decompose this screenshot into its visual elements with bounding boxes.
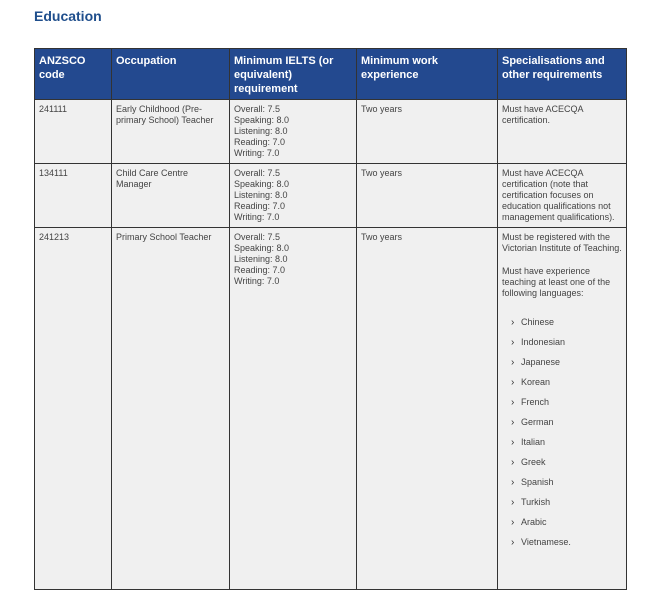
language-label: Korean — [521, 377, 551, 387]
list-item — [511, 417, 622, 437]
col-header-occupation: Occupation — [112, 49, 230, 100]
cell-experience: Two years — [357, 100, 498, 164]
chevron-right-icon: › — [511, 397, 515, 408]
language-label: Japanese — [521, 357, 561, 367]
list-item — [511, 317, 622, 337]
cell-ielts — [230, 100, 357, 164]
language-label: French — [521, 397, 550, 407]
cell-code: 241111 — [35, 100, 112, 164]
cell-occupation: Child Care Centre Manager — [112, 164, 230, 228]
cell-ielts — [230, 228, 357, 590]
language-label: Indonesian — [521, 337, 566, 347]
cell-code: 241213 — [35, 228, 112, 590]
ielts-writing: Writing: 7.0 — [234, 276, 280, 286]
ielts-writing: Writing: 7.0 — [234, 212, 280, 222]
col-header-specialisations: Specialisations and other requirements — [498, 49, 627, 100]
ielts-speaking: Speaking: 8.0 — [234, 179, 290, 189]
chevron-right-icon: › — [511, 517, 515, 528]
language-label: Chinese — [521, 317, 555, 327]
language-label: Arabic — [521, 517, 547, 527]
chevron-right-icon: › — [511, 317, 515, 328]
chevron-right-icon: › — [511, 457, 515, 468]
chevron-right-icon: › — [511, 537, 515, 548]
table-row — [35, 228, 627, 590]
chevron-right-icon: › — [511, 377, 515, 388]
chevron-right-icon: › — [511, 497, 515, 508]
language-label: Turkish — [521, 497, 551, 507]
ielts-listening: Listening: 8.0 — [234, 190, 288, 200]
list-item — [511, 537, 622, 557]
ielts-listening: Listening: 8.0 — [234, 126, 288, 136]
language-list — [502, 317, 622, 557]
cell-code: 134111 — [35, 164, 112, 228]
chevron-right-icon: › — [511, 357, 515, 368]
list-item — [511, 337, 622, 357]
list-item — [511, 457, 622, 477]
cell-occupation: Primary School Teacher — [112, 228, 230, 590]
col-header-experience: Minimum work experience — [357, 49, 498, 100]
ielts-reading: Reading: 7.0 — [234, 201, 286, 211]
cell-ielts — [230, 164, 357, 228]
cell-experience: Two years — [357, 164, 498, 228]
table-header-row — [35, 49, 627, 100]
language-label: Vietnamese. — [521, 537, 571, 547]
list-item — [511, 397, 622, 417]
page-title: Education — [34, 8, 102, 24]
list-item — [511, 517, 622, 537]
table-row — [35, 100, 627, 164]
registration-requirement: Must be registered with the Victorian Institute of Teaching. — [502, 232, 622, 253]
language-label: Greek — [521, 457, 546, 467]
ielts-listening: Listening: 8.0 — [234, 254, 288, 264]
cell-specialisations: Must have ACECQA certification. — [498, 100, 627, 164]
list-item — [511, 477, 622, 497]
table-row — [35, 164, 627, 228]
chevron-right-icon: › — [511, 417, 515, 428]
ielts-overall: Overall: 7.5 — [234, 168, 281, 178]
ielts-speaking: Speaking: 8.0 — [234, 243, 290, 253]
cell-occupation: Early Childhood (Pre-primary School) Teacher — [112, 100, 230, 164]
language-requirement: Must have experience teaching at least one of the following languages: — [502, 266, 611, 298]
language-label: Italian — [521, 437, 546, 447]
chevron-right-icon: › — [511, 477, 515, 488]
list-item — [511, 437, 622, 457]
cell-specialisations: Must have ACECQA certification (note that certification focuses on education qualifications not management qualifications). — [498, 164, 627, 228]
ielts-writing: Writing: 7.0 — [234, 148, 280, 158]
ielts-speaking: Speaking: 8.0 — [234, 115, 290, 125]
ielts-reading: Reading: 7.0 — [234, 265, 286, 275]
list-item — [511, 497, 622, 517]
list-item — [511, 357, 622, 377]
col-header-ielts: Minimum IELTS (or equivalent) requirement — [230, 49, 357, 100]
chevron-right-icon: › — [511, 337, 515, 348]
language-label: German — [521, 417, 554, 427]
col-header-code: ANZSCO code — [35, 49, 112, 100]
language-label: Spanish — [521, 477, 554, 487]
ielts-overall: Overall: 7.5 — [234, 232, 281, 242]
cell-specialisations — [498, 228, 627, 590]
education-table — [34, 48, 627, 590]
ielts-overall: Overall: 7.5 — [234, 104, 281, 114]
chevron-right-icon: › — [511, 437, 515, 448]
list-item — [511, 377, 622, 397]
cell-experience: Two years — [357, 228, 498, 590]
ielts-reading: Reading: 7.0 — [234, 137, 286, 147]
